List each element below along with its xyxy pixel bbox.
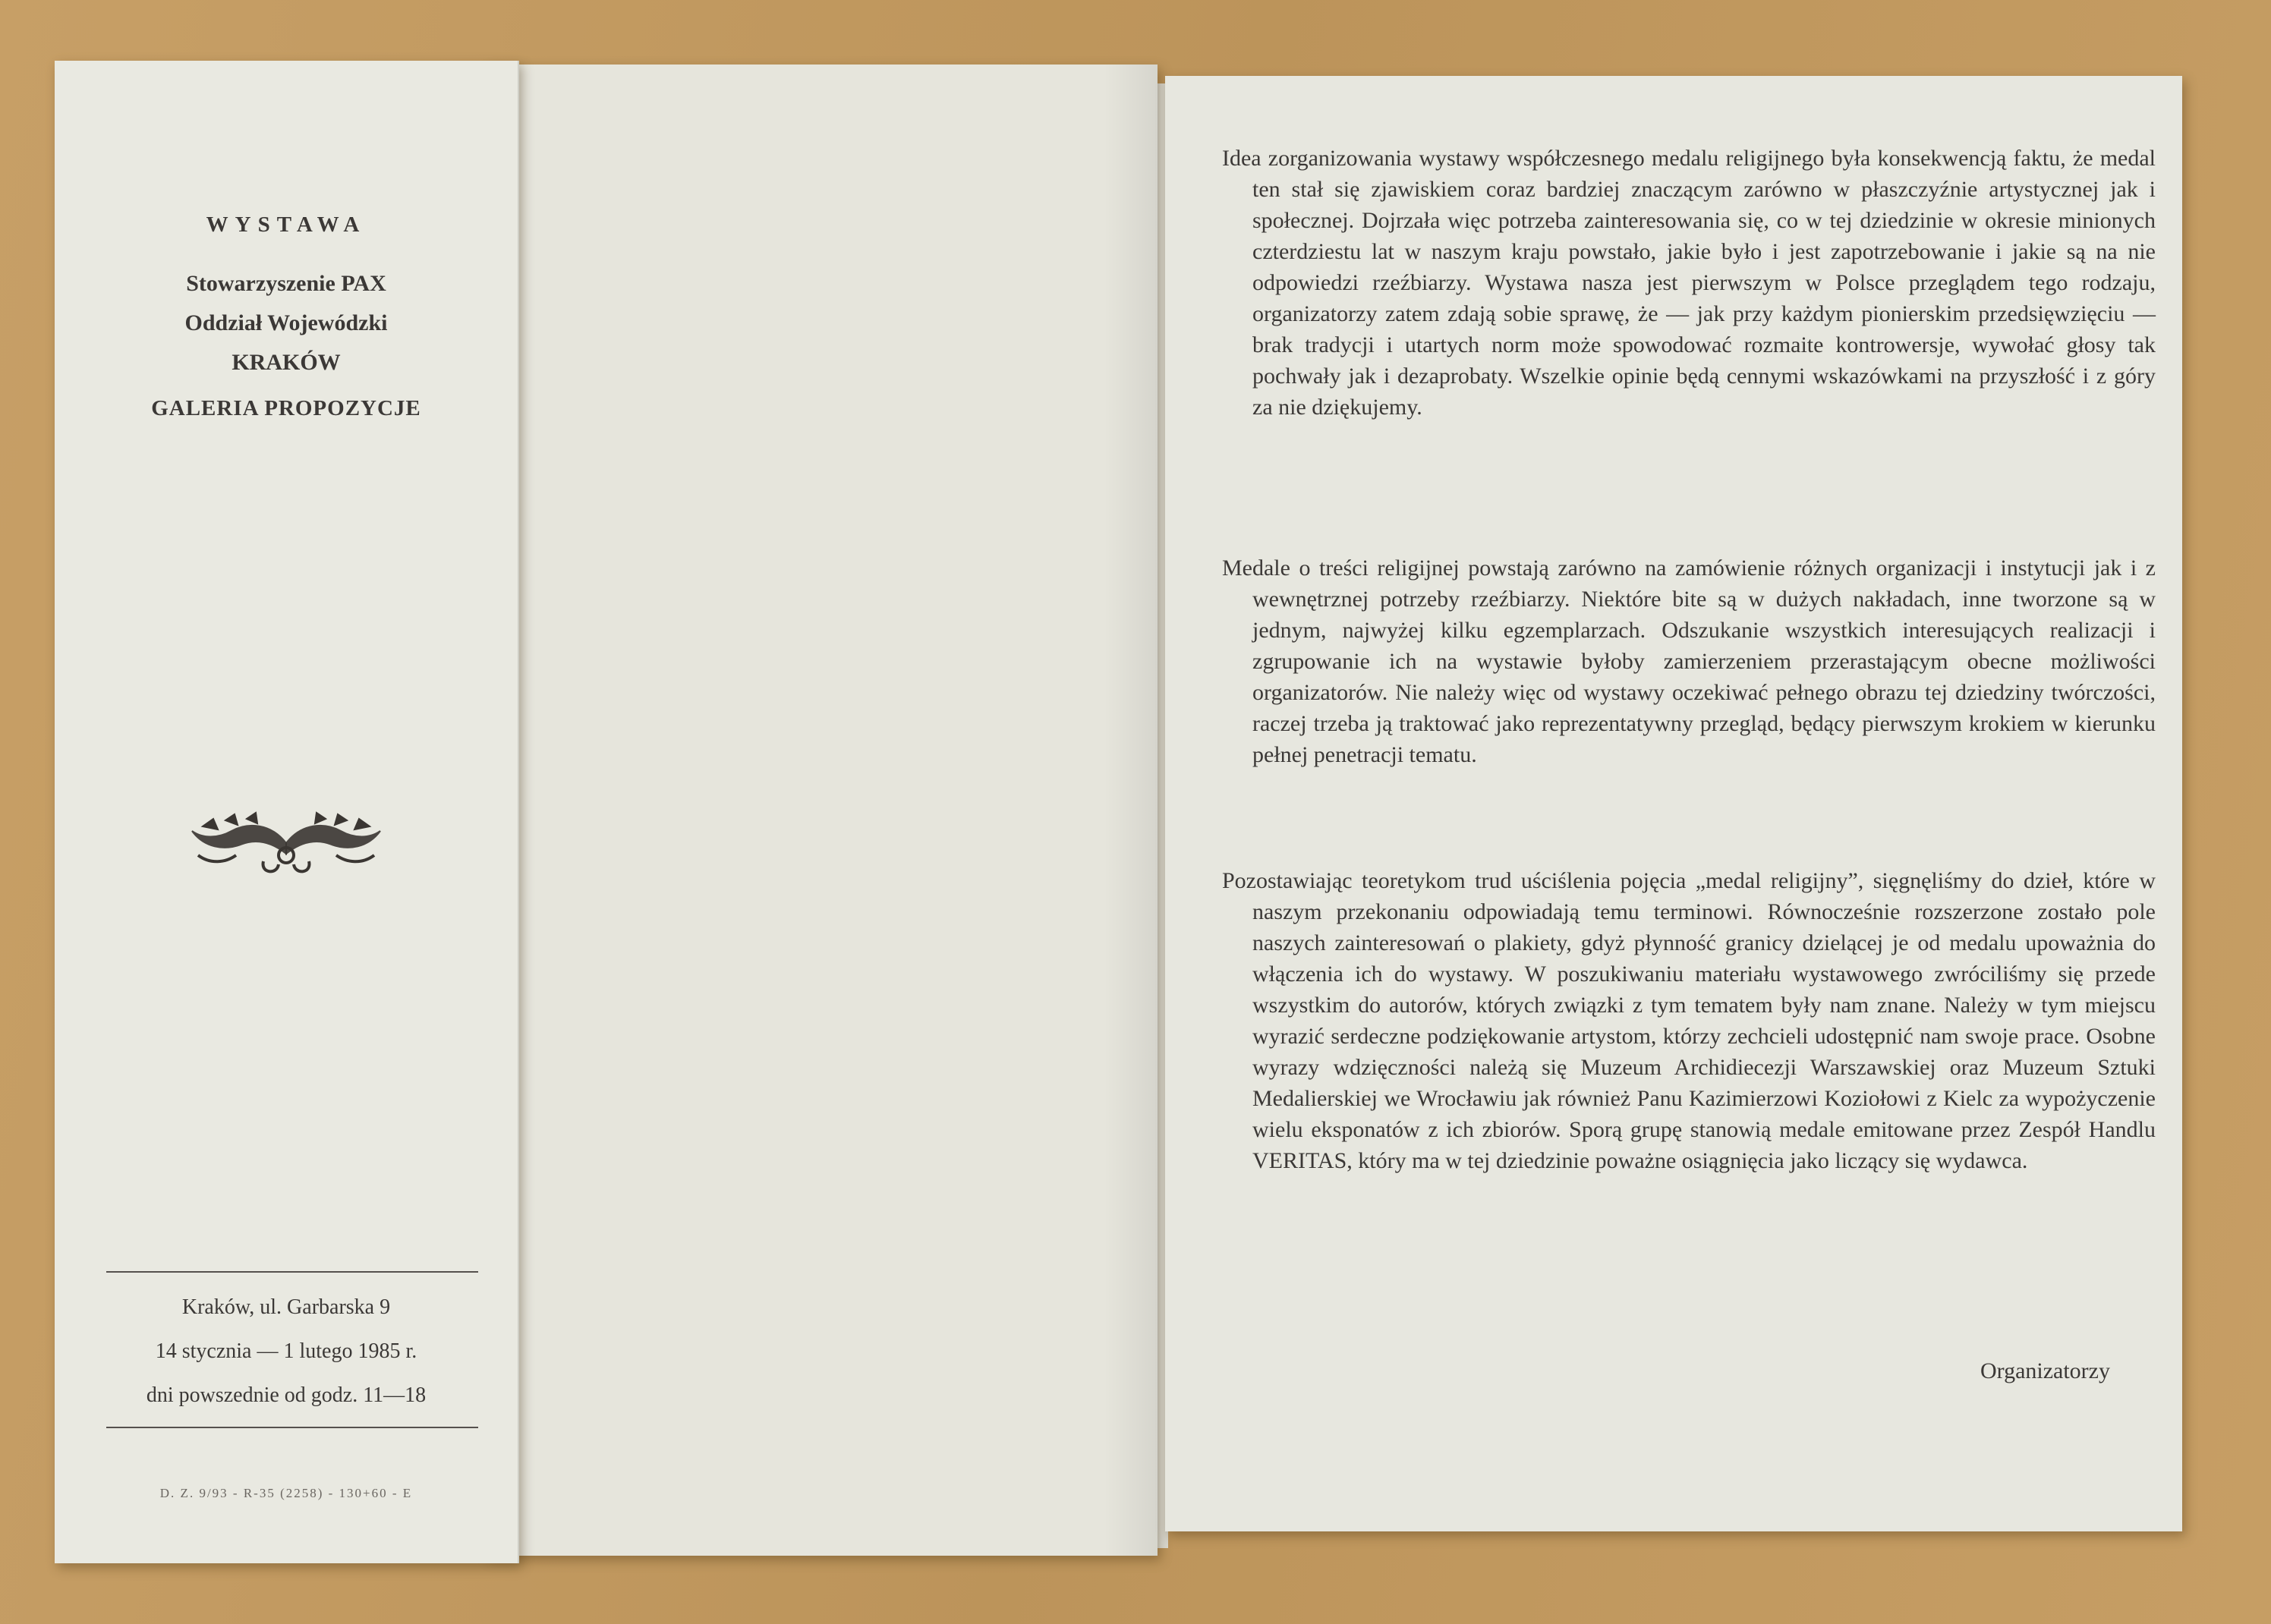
- address-block: [55, 1286, 518, 1418]
- signature: Organizatorzy: [1980, 1358, 2110, 1383]
- paragraph: Pozostawiając teoretykom trud uściślenia pojęcia „medal religijny”, sięgnęliśmy do dzieł, które w naszym przekonaniu odpowiadają temu terminowi. Równocześnie rozszerzone zostało pole naszych zainteresowań o plakiety, gdyż płynność granicy dzielącej je od medalu upoważnia do włączenia ich do wystawy. W poszukiwaniu materiału wystawowego zwróciliśmy się przede wszystkim do autorów, których związki z tym tematem były nam znane. Należy w tym miejscu wyrazić serdeczne podziękowanie artystom, którzy zechcieli udostępnić nam swoje prace. Osobne wyrazy wdzięczności należą się Muzeum Archidiecezji Warszawskiej oraz Muzeum Sztuki Medalierskiej we Wrocławiu jak również Panu Kazimierzowi Koziołowi z Kielc za wypożyczenie wielu eksponatów z ich zbiorów. Sporą grupę stanowią medale emitowane przez Zespół Handlu VERITAS, który ma w tej dziedzinie poważne osiągnięcia jako liczący się wydawca.: [1222, 868, 2156, 1173]
- text-page: [1165, 76, 2182, 1531]
- divider: [106, 1427, 478, 1428]
- cover-flap: [55, 61, 519, 1563]
- exhibition-title: WYSTAWA: [206, 212, 367, 237]
- gallery-name: GALERIA PROPOZYCJE: [151, 396, 421, 420]
- dates-line: 14 stycznia — 1 lutego 1985 r.: [155, 1339, 417, 1363]
- organizer-line: Stowarzyszenie PAX: [186, 271, 386, 296]
- floral-vignette-icon: [187, 808, 385, 878]
- blank-inner-page: [486, 65, 1158, 1556]
- organizer-line: Oddział Wojewódzki: [184, 310, 388, 335]
- organizer-line: KRAKÓW: [232, 350, 341, 375]
- address-line: Kraków, ul. Garbarska 9: [181, 1295, 391, 1319]
- hours-line: dni powszednie od godz. 11—18: [146, 1383, 427, 1407]
- organizer-block: [55, 264, 518, 382]
- paragraph: Medale o treści religijnej powstają zarówno na zamówienie różnych organizacji i instytucji jak i z wewnętrznej potrzeby rzeźbiarzy. Niektóre bite są w dużych nakładach, inne tworzone są w jednym, najwyżej kilku egzemplarzach. Odszukanie wszystkich interesujących realizacji i zgrupowanie ich na wystawie byłoby zamierzeniem przerastającym obecne możliwości organizatorów. Nie należy więc od wystawy oczekiwać pełnego obrazu tej dziedziny twórczości, raczej trzeba ją traktować jako reprezentatywny przegląd, będący pierwszym krokiem w kierunku pełnej penetracji tematu.: [1222, 555, 2156, 767]
- printer-imprint: D. Z. 9/93 - R-35 (2258) - 130+60 - E: [159, 1486, 413, 1500]
- divider: [106, 1271, 478, 1273]
- paragraph: Idea zorganizowania wystawy współczesnego medalu religijnego była konsekwencją faktu, że medal ten stał się zjawiskiem coraz bardziej znaczącym zarówno w płaszczyźnie artystycznej jak i społecznej. Dojrzała więc potrzeba zainteresowania się, co w tej dziedzinie w okresie minionych czterdziestu lat w naszym kraju powstało, jakie było i jest zapotrzebowanie i jakie są na nie odpowiedzi rzeźbiarzy. Wystawa nasza jest pierwszym w Polsce przeglądem tego rodzaju, organizatorzy zatem zdają sobie sprawę, że — jak przy każdym pionierskim przedsięwzięciu — brak tradycji i utartych norm może spowodować rozmaite kontrowersje, wywołać głosy tak pochwały jak i dezaprobaty. Wszelkie opinie będą cennymi wskazówkami na przyszłość i z góry za nie dziękujemy.: [1222, 146, 2156, 420]
